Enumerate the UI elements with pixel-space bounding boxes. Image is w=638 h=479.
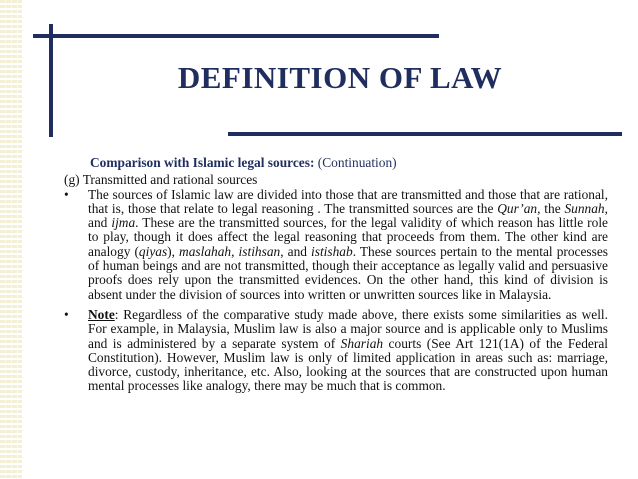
slide-title: DEFINITION OF LAW — [177, 60, 503, 95]
subheading-label: Comparison with Islamic legal sources: — [90, 155, 315, 170]
decorative-vertical-rule — [49, 24, 53, 137]
slide-body — [64, 156, 608, 394]
bullet-icon: • — [64, 186, 69, 202]
subheading — [90, 156, 608, 170]
section-heading-g: (g) Transmitted and rational sources — [64, 172, 258, 188]
bullet-note: • Note: Regardless of the comparative study made above, there exists some similarities as well. For example, in Malaysia, Muslim law is also a major source and is applicable only to Muslims and is administered by a separate system of Shariah courts (See Art 121(1A) of the Federal Constitution). However, Muslim law is only of limited application in areas such as: marriage, divorce, custody, inheritance, etc. Also, looking at the sources that are constructed upon human mental processes like analogy, there may be much that is common. — [64, 306, 608, 394]
note-label: Note — [88, 306, 115, 322]
decorative-stripes — [0, 0, 22, 479]
decorative-top-rule — [33, 34, 439, 38]
decorative-title-underline — [228, 132, 622, 136]
subheading-suffix: (Continuation) — [317, 155, 397, 170]
bullet-icon: • — [64, 306, 69, 322]
bullet-sources-of-islamic-law: • The sources of Islamic law are divided into those that are transmitted and those that are rational, that is, those that relate to legal reasoning . The transmitted sources are the Qur’an, the Sunnah, and ijma. These are the transmitted sources, for the legal validity of which reason has little role to play, though it does affect the legal reasoning that proceeds from them. The other kind are analogy (qiyas), maslahah, istihsan, and istishab. These sources pertain to the mental processes of human beings and are not transmitted, though their acceptance as legally valid and persuasive proofs does rely upon the transmitted evidences. On the other hand, this kind of division is absent under the division of sources into written or unwritten sources like in Malaysia. — [64, 186, 609, 302]
